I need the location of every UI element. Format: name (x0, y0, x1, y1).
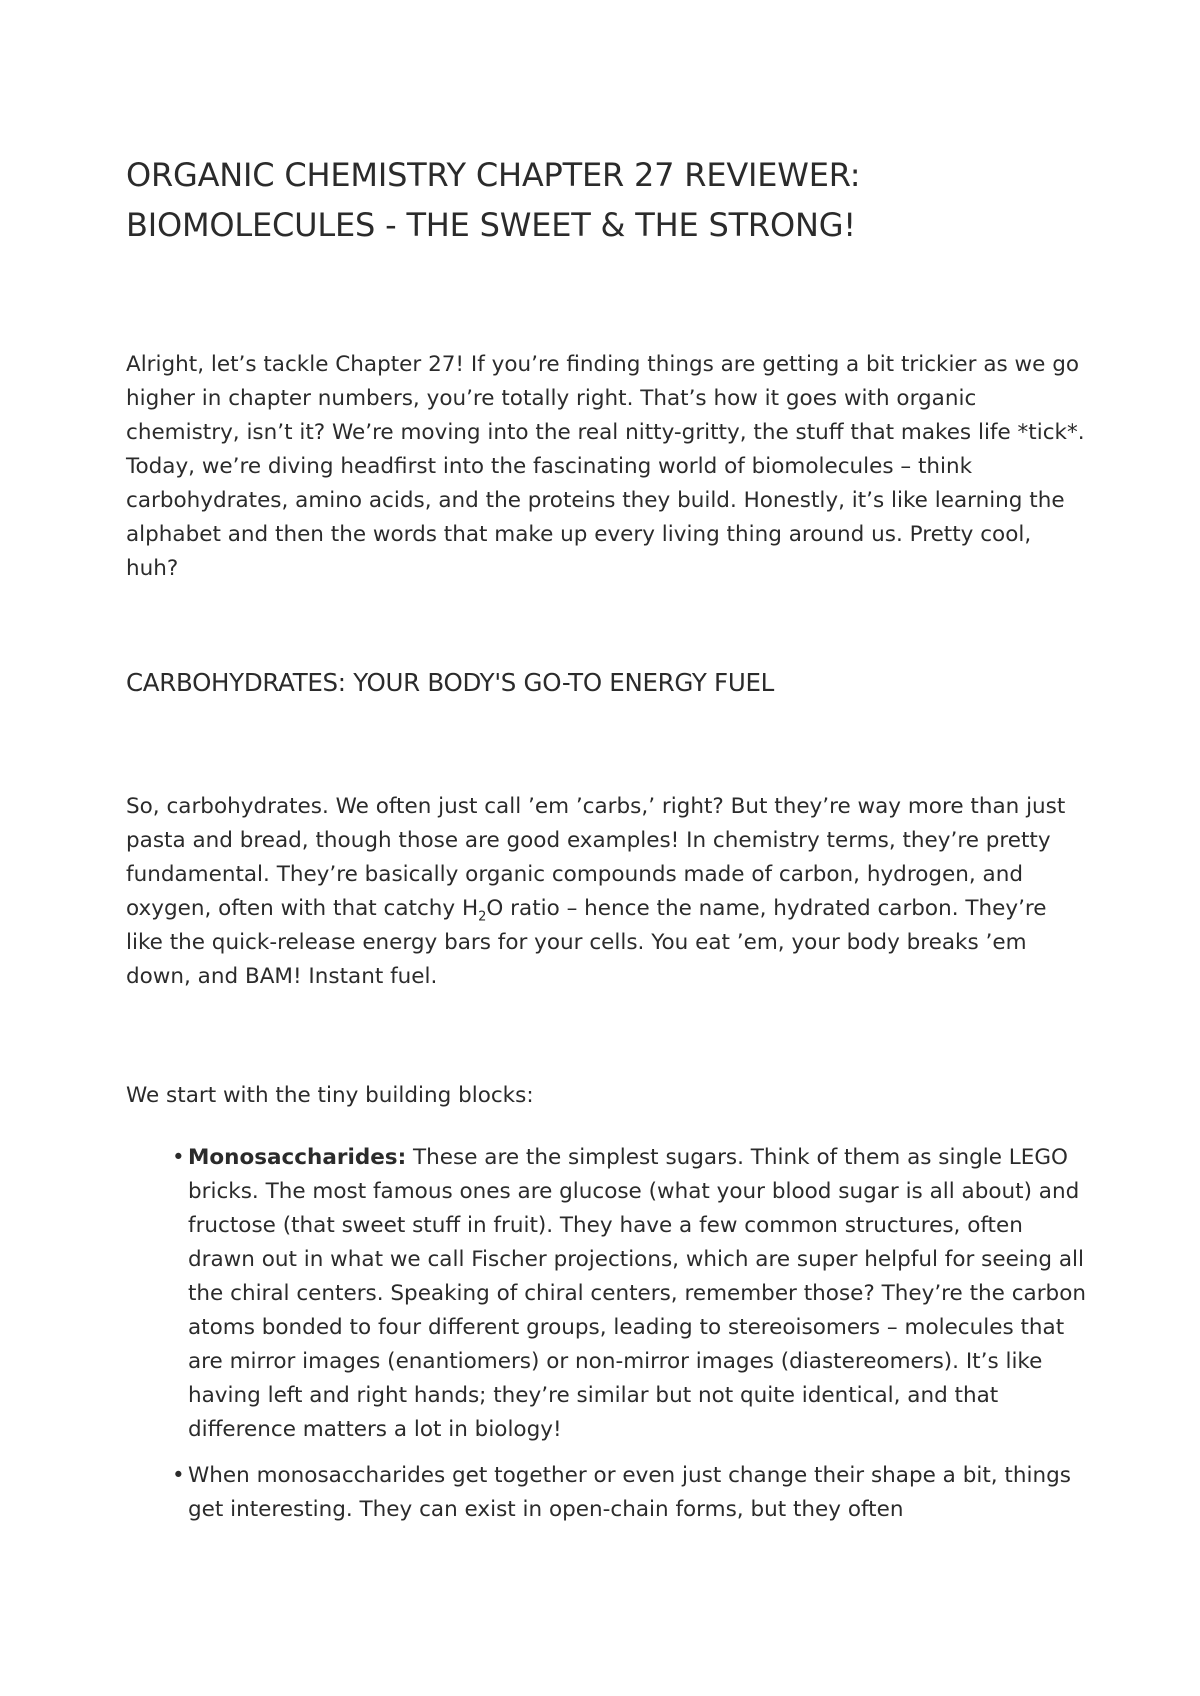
bullet-icon: • (172, 1463, 185, 1488)
list-item-text: When monosaccharides get together or even just change their shape a bit, things get interesting. They can exist in open-chain forms, but they often (188, 1463, 1071, 1522)
list-item (172, 1141, 1086, 1447)
intro-paragraph: Alright, let’s tackle Chapter 27! If you’re finding things are getting a bit trickier as we go higher in chapter numbers, you’re totally right. That’s how it goes with organic chemistry, isn’t it? We’re moving into the real nitty-gritty, the stuff that makes life *tick*. Today, we’re diving headfirst into the fascinating world of biomolecules – think carbohydrates, amino acids, and the proteins they build. Honestly, it’s like learning the alphabet and then the words that make up every living thing around us. Pretty cool, huh? (126, 352, 1085, 581)
bullet-icon: • (172, 1145, 185, 1170)
title-line-2: BIOMOLECULES - THE SWEET & THE STRONG! (126, 206, 856, 244)
document-title (126, 150, 1086, 250)
carbohydrates-paragraph (126, 790, 1086, 994)
water-formula (461, 896, 504, 925)
list-item-bold-term: Monosaccharides: (188, 1145, 407, 1170)
building-blocks-intro: We start with the tiny building blocks: (126, 1083, 534, 1108)
document-page (126, 150, 1086, 1539)
list-item (172, 1459, 1086, 1527)
formula-o: O (486, 896, 504, 921)
list-item-text: These are the simplest sugars. Think of them as single LEGO bricks. The most famous ones are glucose (what your blood sugar is all about) and fructose (that sweet stuff in fruit). They have a few common structures, often drawn out in what we call Fischer projections, which are super helpful for seeing all the chiral centers. Speaking of chiral centers, remember those? They’re the carbon atoms bonded to four different groups, leading to stereoisomers – molecules that are mirror images (enantiomers) or non-mirror images (diastereomers). It’s like having left and right hands; they’re similar but not quite identical, and that difference matters a lot in biology! (188, 1145, 1086, 1442)
formula-subscript: 2 (478, 909, 487, 925)
title-line-1: ORGANIC CHEMISTRY CHAPTER 27 REVIEWER: (126, 156, 861, 194)
carbs-text-after: ratio – hence the name, hydrated carbon. They’re like the quick-release energy bars for your cells. You eat ’em, your body breaks ’em down, and BAM! Instant fuel. (126, 896, 1047, 989)
carbs-text-before: So, carbohydrates. We often just call ’em ’carbs,’ right? But they’re way more than just pasta and bread, though those are good examples! In chemistry terms, they’re pretty fundamental. They’re basically organic compounds made of carbon, hydrogen, and oxygen, often with that catchy (126, 794, 1066, 921)
section-heading-carbohydrates: CARBOHYDRATES: YOUR BODY'S GO-TO ENERGY FUEL (126, 668, 774, 697)
formula-h: H (461, 896, 479, 921)
building-blocks-list (126, 1141, 1086, 1527)
